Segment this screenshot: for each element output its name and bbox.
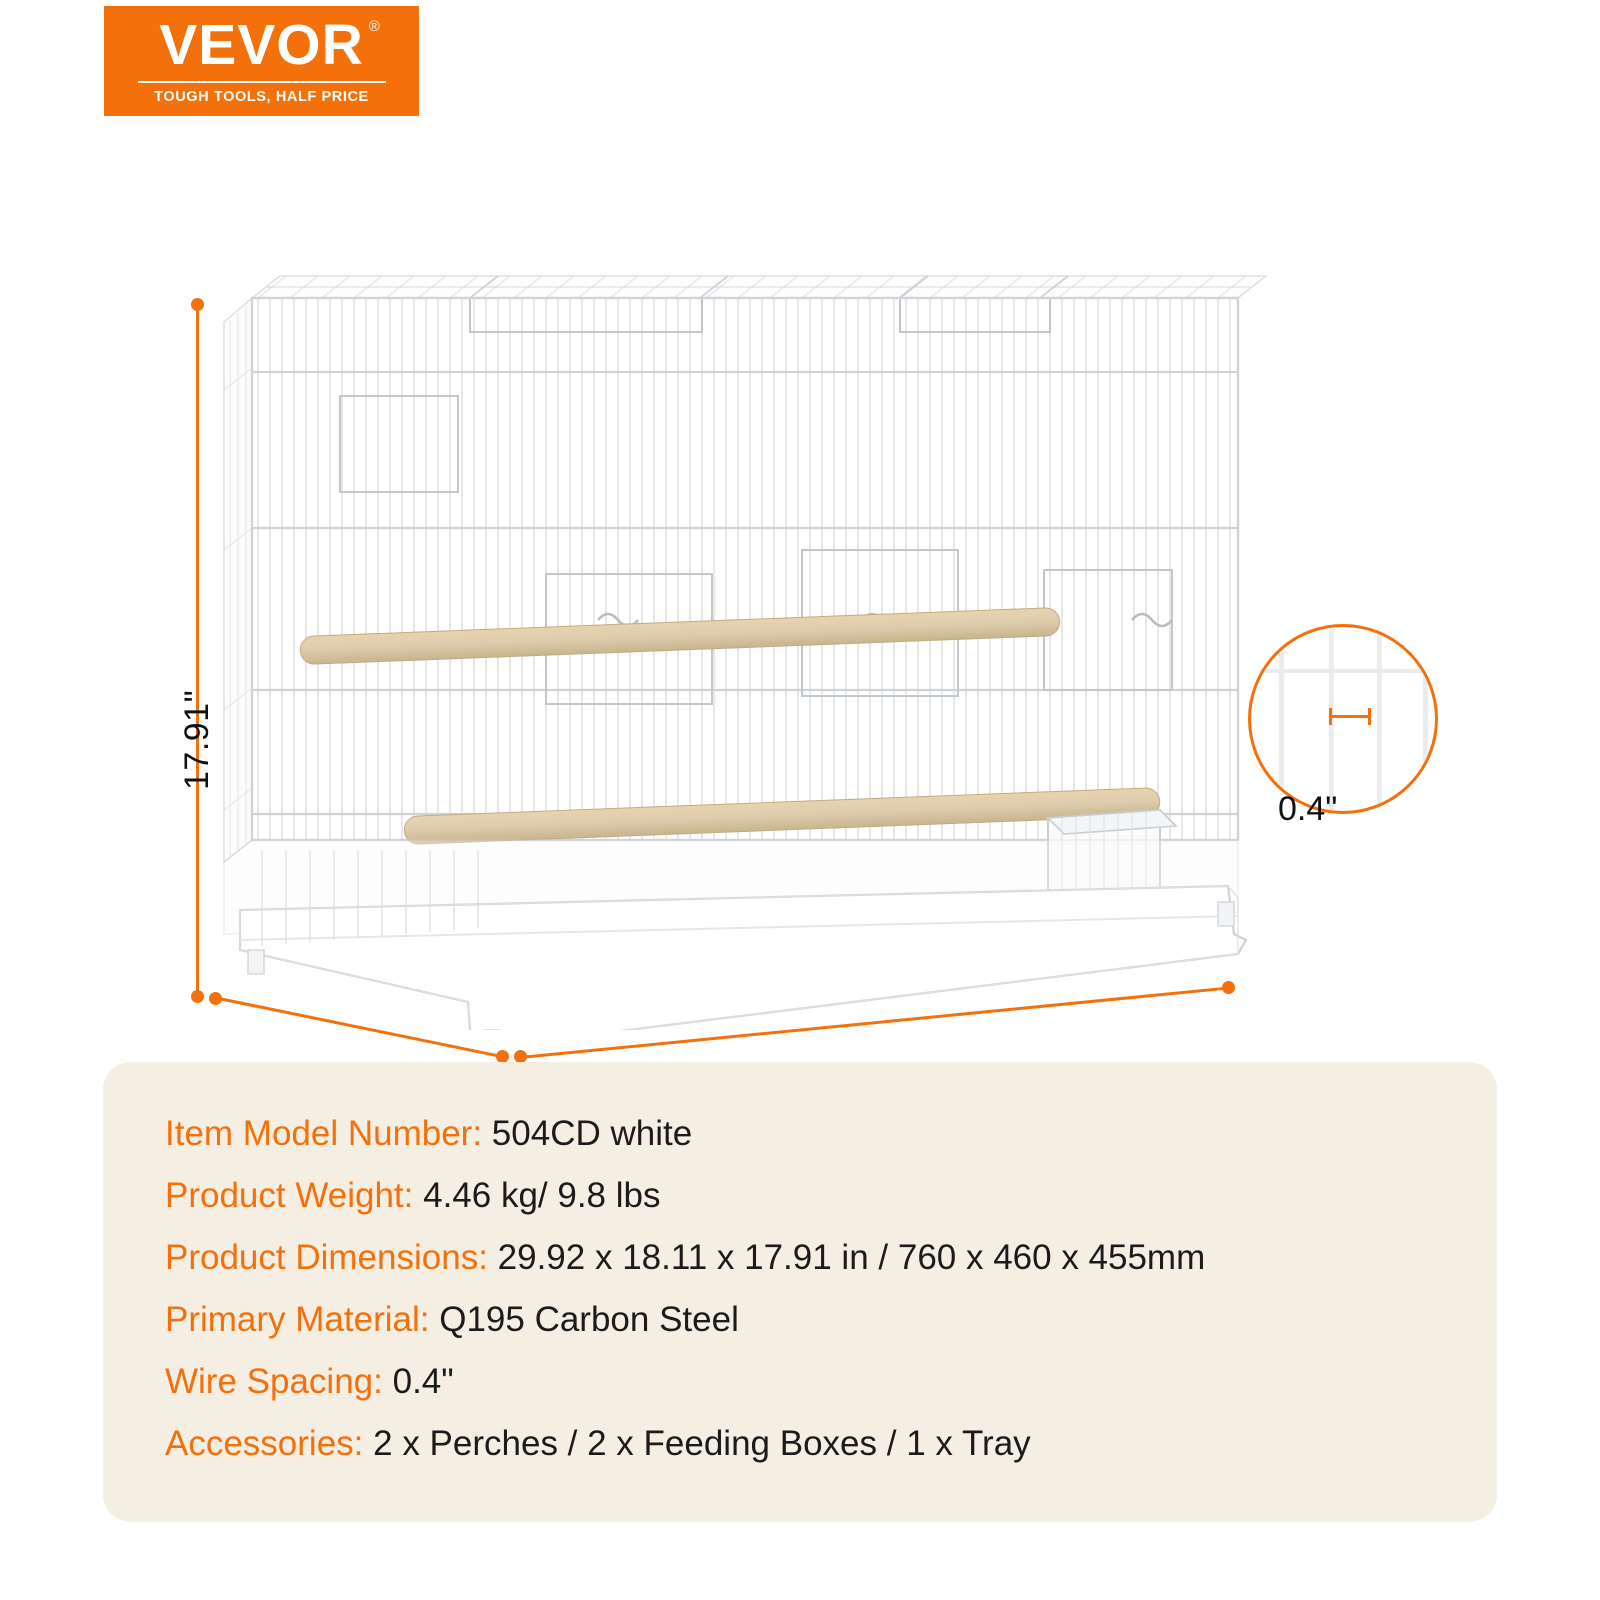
brand-name-text: VEVOR — [159, 13, 364, 77]
spec-value: Q195 Carbon Steel — [439, 1300, 739, 1339]
detail-wire-1 — [1279, 624, 1283, 814]
spec-label: Item Model Number: — [165, 1114, 483, 1153]
spec-row — [165, 1302, 1497, 1337]
wire-spacing-detail-label: 0.4" — [1278, 790, 1338, 828]
spec-label: Accessories: — [165, 1424, 364, 1463]
spec-row — [165, 1426, 1497, 1461]
spec-label: Primary Material: — [165, 1300, 430, 1339]
vevor-logo — [104, 6, 419, 116]
spec-row — [165, 1116, 1497, 1151]
brand-name — [159, 13, 381, 77]
spec-row — [165, 1178, 1497, 1213]
bird-cage-drawing — [0, 150, 1600, 1030]
detail-crossbar — [1248, 669, 1438, 673]
registered-mark-icon: ® — [368, 18, 381, 35]
specification-card — [103, 1062, 1497, 1522]
logo-divider — [138, 81, 386, 83]
spec-value: 29.92 x 18.11 x 17.91 in / 760 x 460 x 455mm — [497, 1238, 1206, 1277]
spec-label: Wire Spacing: — [165, 1362, 383, 1401]
wire-spacing-detail-circle — [1248, 624, 1438, 814]
spec-value: 2 x Perches / 2 x Feeding Boxes / 1 x Tray — [373, 1424, 1031, 1463]
spec-value: 0.4" — [392, 1362, 454, 1401]
brand-tagline: TOUGH TOOLS, HALF PRICE — [154, 89, 369, 105]
spec-label: Product Weight: — [165, 1176, 414, 1215]
spacing-measure-icon — [1329, 715, 1371, 718]
detail-wire-3 — [1377, 624, 1381, 814]
detail-wire-4 — [1423, 624, 1427, 814]
dimension-height-label: 17.91" — [178, 689, 216, 790]
spec-value: 4.46 kg/ 9.8 lbs — [423, 1176, 661, 1215]
spec-value: 504CD white — [491, 1114, 693, 1153]
spec-row — [165, 1240, 1497, 1275]
spec-row — [165, 1364, 1497, 1399]
spec-label: Product Dimensions: — [165, 1238, 488, 1277]
product-illustration — [0, 150, 1600, 1030]
